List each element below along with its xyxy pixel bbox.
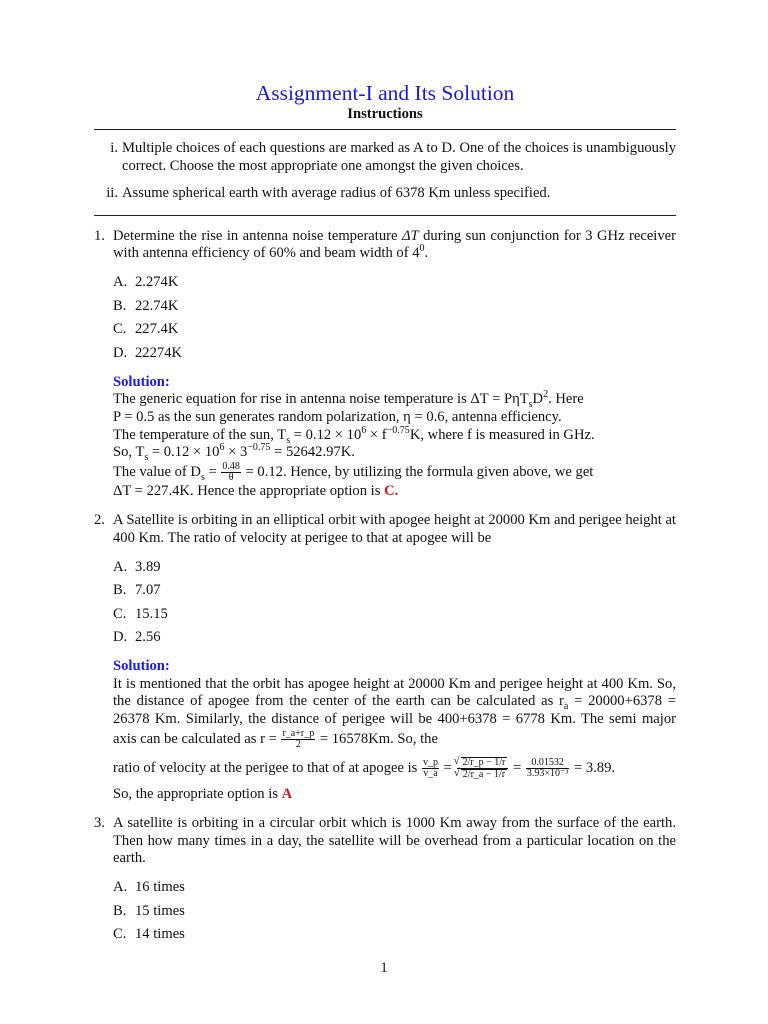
solution-line: So, $T_s = 0.12 \times 10^6 \times 3^{-0.75} = 52642.97K$. bbox=[113, 442, 355, 464]
option-b[interactable]: B. 7.07 bbox=[113, 582, 161, 599]
options-list bbox=[113, 559, 676, 648]
instruction-number: ii. bbox=[106, 185, 118, 202]
instructions-list bbox=[94, 140, 676, 203]
solution-line: The temperature of the sun, $T_s = 0.12 \times 10^6 \times f^{-0.75}K$, where f is measured in GHz. bbox=[113, 424, 595, 446]
fraction: $\frac{0.48}{\theta}$ bbox=[222, 460, 240, 483]
question-text: A satellite is orbiting in a circular orbit which is 1000 Km away from the surface of the earth. Then how many times in a day, the satellite will be overhead from a particular location on the earth. bbox=[113, 815, 676, 867]
solution-equation: ratio of velocity at the perigee to that of at apogee is $\frac{v\_p}{v\_a}$ = √ 2/r_p − 1/r √ 2/r_a − 1/r = $\frac{0.01532}{\text{3.93×10⁻³}}$ = 3.89. bbox=[113, 750, 676, 786]
answer-highlight: C. bbox=[384, 482, 399, 499]
instruction-text: Assume spherical earth with average radius of 6378 Km unless specified. bbox=[122, 185, 551, 202]
solution-heading: Solution: bbox=[113, 373, 170, 390]
options-list bbox=[113, 879, 676, 944]
option-a[interactable]: A. 2.274K bbox=[113, 273, 179, 290]
question-number: 2. bbox=[94, 512, 105, 529]
fraction: $\frac{r\_a+r\_p}{2}$ bbox=[282, 727, 315, 750]
instruction-number: i. bbox=[110, 140, 118, 156]
document-page bbox=[94, 80, 676, 950]
option-d[interactable]: D. 2.56 bbox=[113, 629, 161, 646]
answer-highlight: A bbox=[281, 785, 293, 802]
option-b[interactable]: B. 22.74K bbox=[113, 297, 179, 314]
solution-block bbox=[113, 658, 676, 803]
question-1 bbox=[94, 228, 676, 501]
solution-line: The value of $D_s$ = $\frac{0.48}{\theta}$ = 0.12. Hence, by utilizing the formula given above, we get bbox=[113, 460, 594, 483]
option-d[interactable]: D. 22274K bbox=[113, 344, 183, 361]
solution-heading: Solution: bbox=[113, 658, 170, 675]
option-b[interactable]: B. 15 times bbox=[113, 902, 185, 919]
sqrt-fraction: √ 2/r_p − 1/r √ 2/r_a − 1/r bbox=[457, 757, 509, 780]
solution-block bbox=[113, 374, 676, 501]
top-divider bbox=[94, 129, 676, 130]
instruction-text: Multiple choices of each questions are marked as A to D. One of the choices is unambiguously correct. Choose the most appropriate one amongst the given choices. bbox=[122, 140, 676, 174]
question-text: A Satellite is orbiting in an elliptical orbit with apogee height at 20000 Km and perigee height at 400 Km. The ratio of velocity at perigee to that at apogee will be bbox=[113, 512, 676, 546]
instructions-heading: Instructions bbox=[347, 106, 423, 122]
numeric-fraction: $\frac{0.01532}{\text{3.93×10⁻³}}$ bbox=[526, 756, 569, 779]
options-list bbox=[113, 274, 676, 363]
option-a[interactable]: A. 16 times bbox=[113, 879, 185, 896]
solution-line: P = 0.5 as the sun generates random polarization, η = 0.6, antenna efficiency. bbox=[113, 408, 562, 425]
solution-paragraph: It is mentioned that the orbit has apogee height at 20000 Km and perigee height at 400 Km. So, the distance of apogee from the center of the earth can be calculated as $r_a = 20000+6378 = 26378$ Km. Similarly, the distance of perigee will be 400+6378 = 6778 Km. The semi major axis can be calculated as r = $\frac{r\_a+r\_p}{2}$ = 16578Km. So, the bbox=[113, 675, 676, 750]
instruction-item bbox=[94, 185, 676, 203]
velocity-ratio: $\frac{v\_p}{v\_a}$ bbox=[422, 756, 438, 779]
option-c[interactable]: C. 15.15 bbox=[113, 605, 168, 622]
page-number: 1 bbox=[380, 960, 388, 976]
question-number: 3. bbox=[94, 815, 105, 832]
option-c[interactable]: C. 14 times bbox=[113, 926, 185, 943]
question-number: 1. bbox=[94, 227, 105, 244]
option-c[interactable]: C. 227.4K bbox=[113, 321, 179, 338]
option-a[interactable]: A. 3.89 bbox=[113, 558, 161, 575]
question-text: Determine the rise in antenna noise temperature ΔT during sun conjunction for 3 GHz receiver with antenna efficiency of 60% and beam width of $4^0$. bbox=[113, 227, 676, 262]
question-2 bbox=[94, 512, 676, 803]
solution-line: ΔT = 227.4K. Hence the appropriate option is C. bbox=[113, 482, 399, 499]
page-title: Assignment-I and Its Solution bbox=[255, 81, 515, 105]
question-3 bbox=[94, 815, 676, 944]
solution-line: The generic equation for rise in antenna noise temperature is $\Delta T = P\eta T_sD^2$. Here bbox=[113, 389, 584, 411]
solution-line: So, the appropriate option is A bbox=[113, 785, 293, 802]
instruction-item bbox=[94, 140, 676, 175]
instructions-divider bbox=[94, 215, 676, 216]
